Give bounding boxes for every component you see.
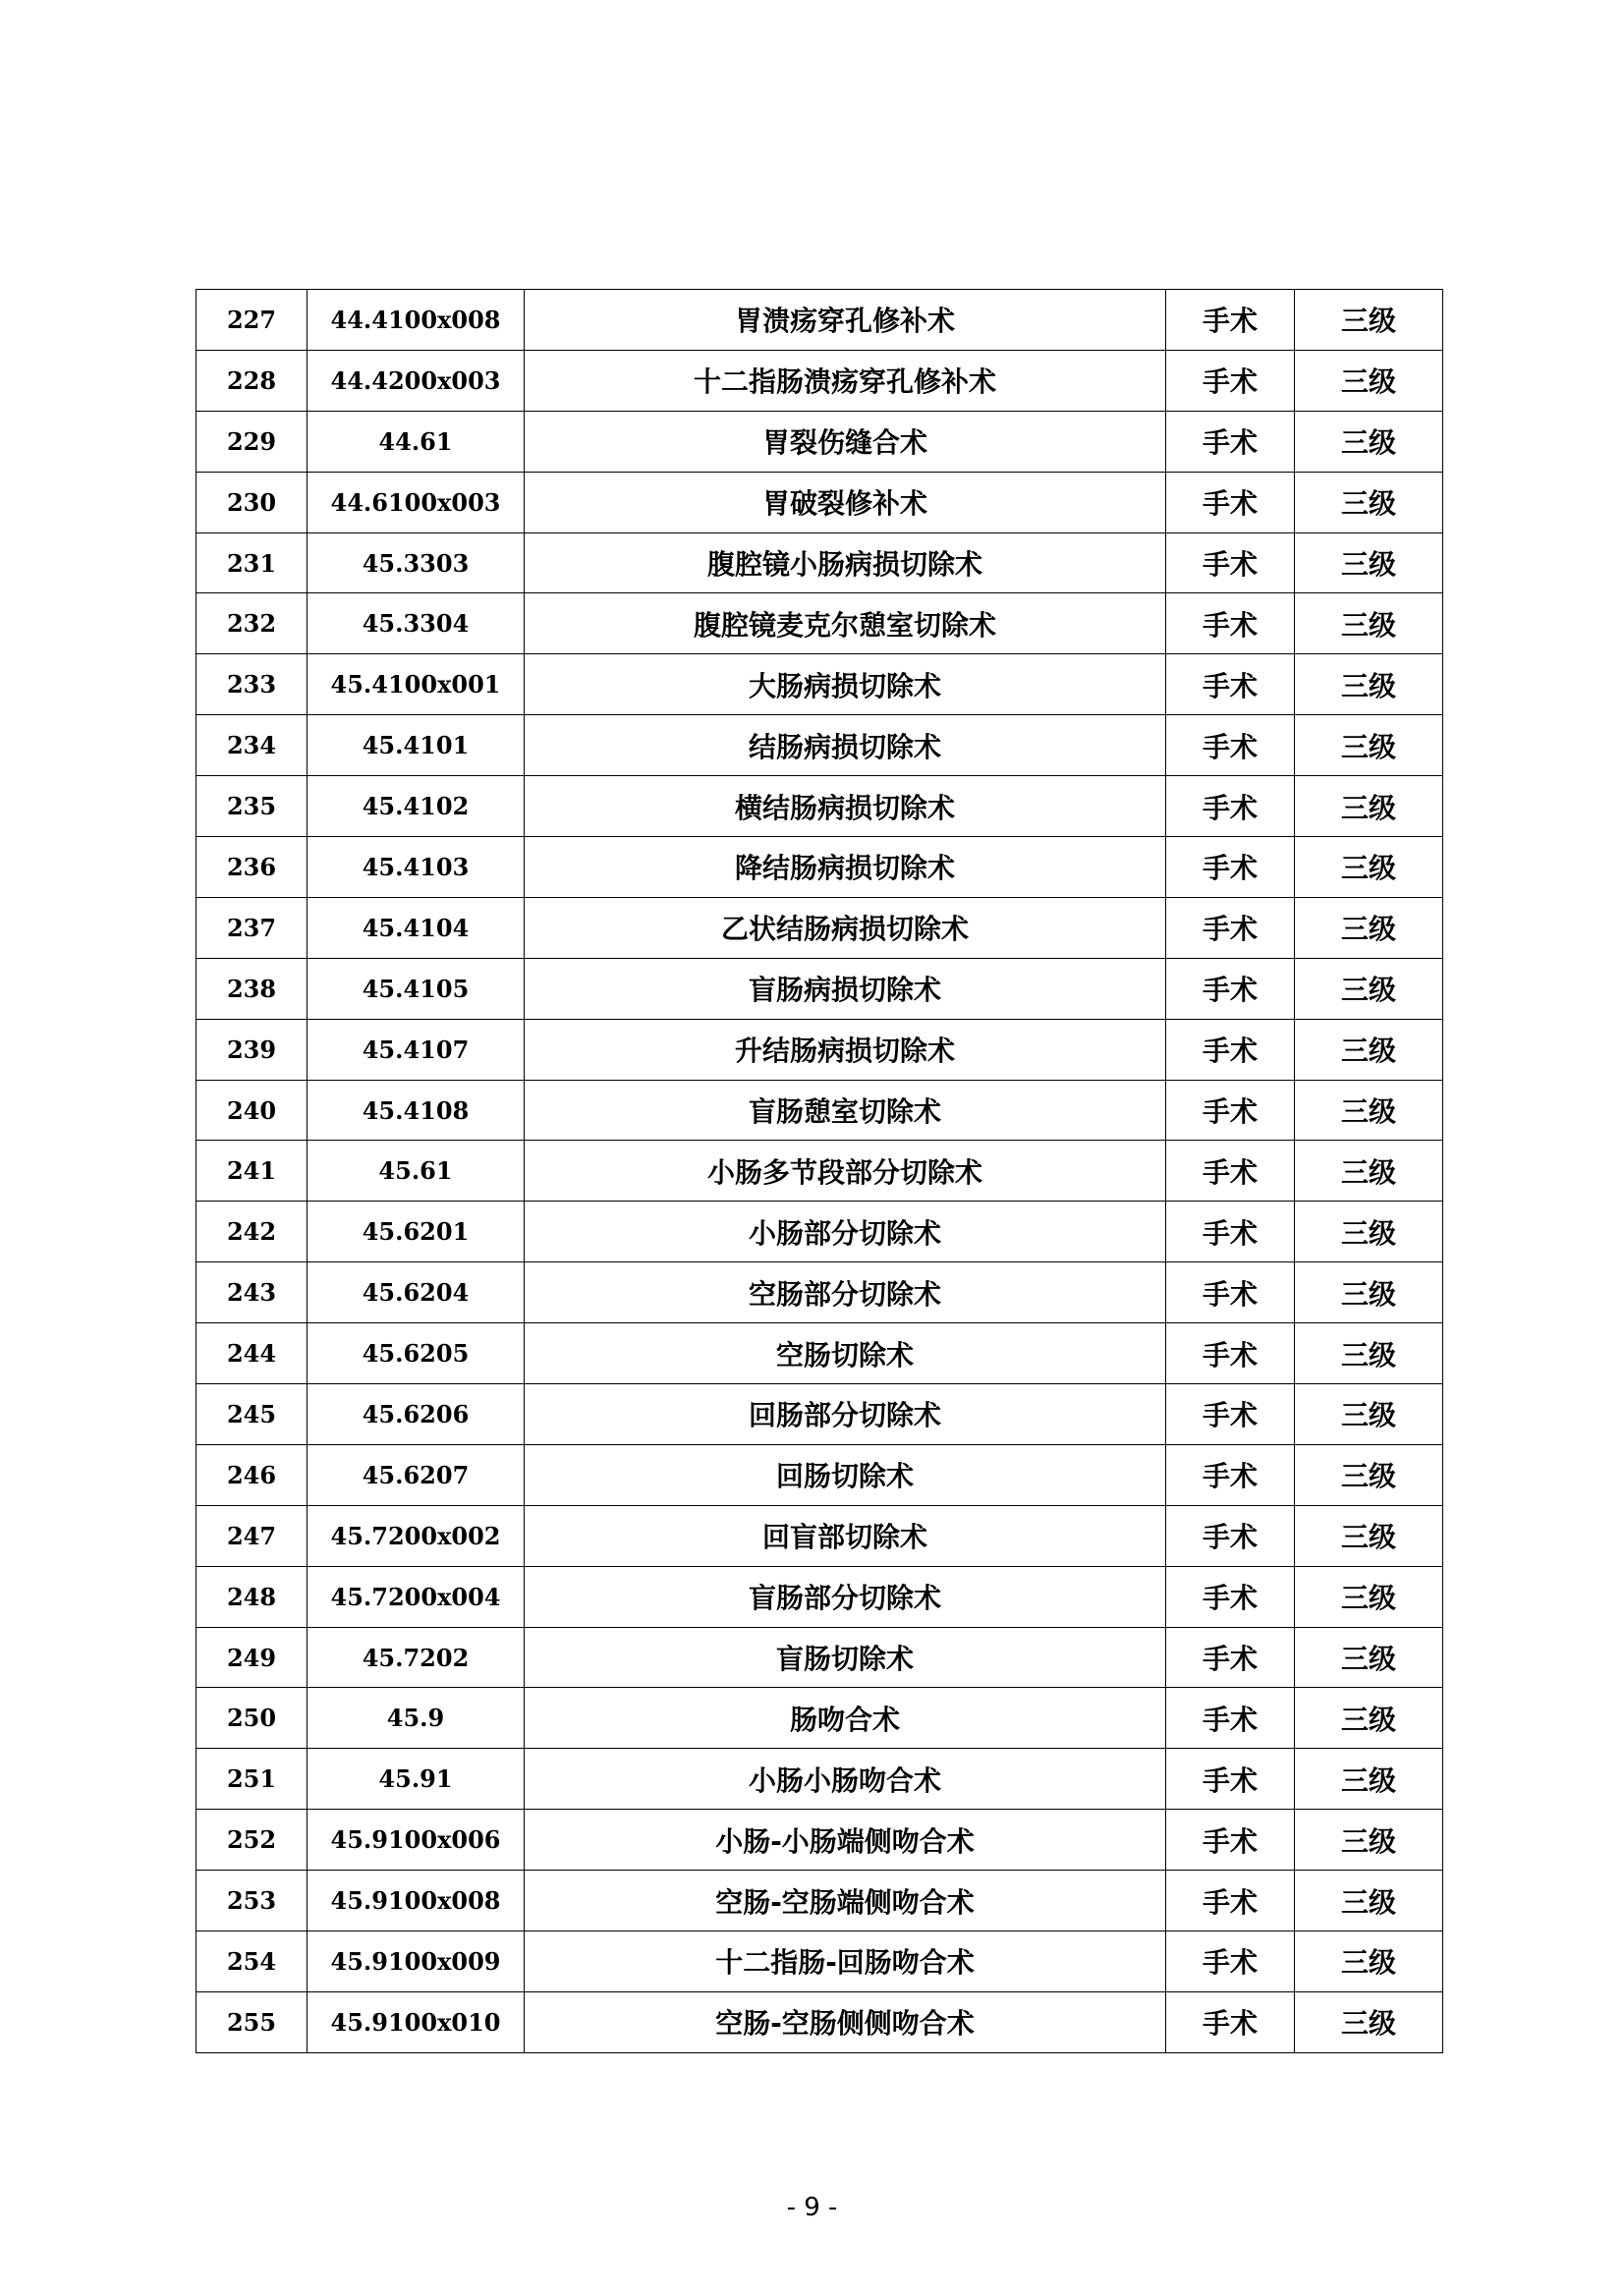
procedure-name: 回盲部切除术 — [525, 1505, 1166, 1566]
procedure-name: 横结肠病损切除术 — [525, 776, 1166, 837]
procedure-type: 手术 — [1166, 1323, 1295, 1384]
row-number: 233 — [196, 654, 308, 715]
procedure-code: 45.3304 — [308, 593, 525, 654]
procedure-code: 45.6206 — [308, 1384, 525, 1445]
table-row — [196, 897, 1443, 958]
procedure-type: 手术 — [1166, 1688, 1295, 1749]
row-number: 240 — [196, 1080, 308, 1141]
procedure-type: 手术 — [1166, 1566, 1295, 1627]
procedure-code: 45.4105 — [308, 958, 525, 1019]
page-number: - 9 - — [786, 2193, 838, 2222]
procedure-level: 三级 — [1295, 1627, 1443, 1688]
procedure-level: 三级 — [1295, 1931, 1443, 1992]
procedure-type: 手术 — [1166, 1871, 1295, 1931]
row-number: 247 — [196, 1505, 308, 1566]
row-number: 254 — [196, 1931, 308, 1992]
table-row — [196, 776, 1443, 837]
procedure-level: 三级 — [1295, 1566, 1443, 1627]
procedure-name: 肠吻合术 — [525, 1688, 1166, 1749]
procedure-name: 升结肠病损切除术 — [525, 1019, 1166, 1080]
table-row — [196, 1141, 1443, 1202]
procedure-code: 45.91 — [308, 1749, 525, 1810]
procedure-code: 45.6201 — [308, 1202, 525, 1262]
procedure-level: 三级 — [1295, 1810, 1443, 1871]
procedure-type: 手术 — [1166, 1505, 1295, 1566]
procedure-name: 结肠病损切除术 — [525, 715, 1166, 776]
row-number: 237 — [196, 897, 308, 958]
procedure-level: 三级 — [1295, 897, 1443, 958]
procedure-level: 三级 — [1295, 411, 1443, 472]
table-row — [196, 350, 1443, 411]
procedure-type: 手术 — [1166, 1262, 1295, 1323]
procedure-level: 三级 — [1295, 837, 1443, 898]
procedure-level: 三级 — [1295, 1505, 1443, 1566]
row-number: 251 — [196, 1749, 308, 1810]
procedure-type: 手术 — [1166, 1931, 1295, 1992]
row-number: 246 — [196, 1444, 308, 1505]
procedure-code: 45.4101 — [308, 715, 525, 776]
table-row — [196, 1991, 1443, 2052]
procedure-table — [196, 289, 1443, 2053]
procedure-name: 小肠-小肠端侧吻合术 — [525, 1810, 1166, 1871]
row-number: 231 — [196, 532, 308, 593]
procedure-code: 45.4103 — [308, 837, 525, 898]
procedure-type: 手术 — [1166, 472, 1295, 532]
procedure-name: 大肠病损切除术 — [525, 654, 1166, 715]
row-number: 244 — [196, 1323, 308, 1384]
row-number: 238 — [196, 958, 308, 1019]
procedure-name: 盲肠病损切除术 — [525, 958, 1166, 1019]
table-row — [196, 1810, 1443, 1871]
procedure-type: 手术 — [1166, 837, 1295, 898]
procedure-code: 45.9100x008 — [308, 1871, 525, 1931]
procedure-code: 45.9100x010 — [308, 1991, 525, 2052]
procedure-type: 手术 — [1166, 1627, 1295, 1688]
procedure-level: 三级 — [1295, 593, 1443, 654]
procedure-code: 45.6207 — [308, 1444, 525, 1505]
table-row — [196, 1262, 1443, 1323]
row-number: 234 — [196, 715, 308, 776]
procedure-name: 回肠部分切除术 — [525, 1384, 1166, 1445]
table-row — [196, 1871, 1443, 1931]
table-row — [196, 1749, 1443, 1810]
procedure-type: 手术 — [1166, 897, 1295, 958]
procedure-name: 空肠切除术 — [525, 1323, 1166, 1384]
procedure-level: 三级 — [1295, 1323, 1443, 1384]
table-row — [196, 593, 1443, 654]
procedure-type: 手术 — [1166, 411, 1295, 472]
procedure-name: 小肠小肠吻合术 — [525, 1749, 1166, 1810]
table-row — [196, 1627, 1443, 1688]
procedure-code: 45.3303 — [308, 532, 525, 593]
procedure-type: 手术 — [1166, 350, 1295, 411]
procedure-code: 44.6100x003 — [308, 472, 525, 532]
procedure-level: 三级 — [1295, 958, 1443, 1019]
table-row — [196, 1444, 1443, 1505]
table-row — [196, 1688, 1443, 1749]
procedure-level: 三级 — [1295, 1019, 1443, 1080]
table-row — [196, 715, 1443, 776]
procedure-name: 降结肠病损切除术 — [525, 837, 1166, 898]
procedure-code: 45.7200x002 — [308, 1505, 525, 1566]
row-number: 230 — [196, 472, 308, 532]
table-row — [196, 1384, 1443, 1445]
procedure-level: 三级 — [1295, 715, 1443, 776]
procedure-type: 手术 — [1166, 532, 1295, 593]
row-number: 229 — [196, 411, 308, 472]
procedure-code: 45.61 — [308, 1141, 525, 1202]
procedure-type: 手术 — [1166, 1749, 1295, 1810]
procedure-name: 空肠部分切除术 — [525, 1262, 1166, 1323]
procedure-type: 手术 — [1166, 1810, 1295, 1871]
table-row — [196, 290, 1443, 351]
procedure-name: 腹腔镜小肠病损切除术 — [525, 532, 1166, 593]
row-number: 248 — [196, 1566, 308, 1627]
procedure-code: 45.4102 — [308, 776, 525, 837]
table-row — [196, 1931, 1443, 1992]
procedure-name: 盲肠切除术 — [525, 1627, 1166, 1688]
procedure-name: 乙状结肠病损切除术 — [525, 897, 1166, 958]
procedure-level: 三级 — [1295, 1141, 1443, 1202]
procedure-name: 胃破裂修补术 — [525, 472, 1166, 532]
row-number: 227 — [196, 290, 308, 351]
table-row — [196, 1505, 1443, 1566]
procedure-code: 44.4100x008 — [308, 290, 525, 351]
row-number: 250 — [196, 1688, 308, 1749]
procedure-name: 盲肠憩室切除术 — [525, 1080, 1166, 1141]
procedure-type: 手术 — [1166, 1384, 1295, 1445]
table-row — [196, 411, 1443, 472]
table-row — [196, 837, 1443, 898]
procedure-level: 三级 — [1295, 350, 1443, 411]
procedure-level: 三级 — [1295, 1444, 1443, 1505]
procedure-level: 三级 — [1295, 1688, 1443, 1749]
procedure-type: 手术 — [1166, 958, 1295, 1019]
procedure-level: 三级 — [1295, 776, 1443, 837]
procedure-code: 45.7200x004 — [308, 1566, 525, 1627]
procedure-name: 盲肠部分切除术 — [525, 1566, 1166, 1627]
procedure-type: 手术 — [1166, 1019, 1295, 1080]
procedure-type: 手术 — [1166, 1991, 1295, 2052]
procedure-name: 胃裂伤缝合术 — [525, 411, 1166, 472]
procedure-code: 45.4108 — [308, 1080, 525, 1141]
procedure-type: 手术 — [1166, 776, 1295, 837]
row-number: 252 — [196, 1810, 308, 1871]
procedure-type: 手术 — [1166, 290, 1295, 351]
procedure-level: 三级 — [1295, 472, 1443, 532]
row-number: 239 — [196, 1019, 308, 1080]
table-row — [196, 472, 1443, 532]
procedure-code: 45.6205 — [308, 1323, 525, 1384]
row-number: 253 — [196, 1871, 308, 1931]
row-number: 241 — [196, 1141, 308, 1202]
procedure-code: 45.4104 — [308, 897, 525, 958]
procedure-name: 空肠-空肠端侧吻合术 — [525, 1871, 1166, 1931]
procedure-name: 小肠多节段部分切除术 — [525, 1141, 1166, 1202]
procedure-table-body — [196, 290, 1443, 2053]
procedure-level: 三级 — [1295, 1384, 1443, 1445]
procedure-level: 三级 — [1295, 1080, 1443, 1141]
table-row — [196, 1019, 1443, 1080]
procedure-level: 三级 — [1295, 1871, 1443, 1931]
table-row — [196, 1323, 1443, 1384]
procedure-level: 三级 — [1295, 532, 1443, 593]
procedure-name: 回肠切除术 — [525, 1444, 1166, 1505]
procedure-code: 45.9100x009 — [308, 1931, 525, 1992]
row-number: 236 — [196, 837, 308, 898]
procedure-name: 胃溃疡穿孔修补术 — [525, 290, 1166, 351]
row-number: 245 — [196, 1384, 308, 1445]
procedure-level: 三级 — [1295, 654, 1443, 715]
procedure-code: 45.4100x001 — [308, 654, 525, 715]
procedure-type: 手术 — [1166, 715, 1295, 776]
row-number: 228 — [196, 350, 308, 411]
procedure-name: 小肠部分切除术 — [525, 1202, 1166, 1262]
procedure-name: 十二指肠-回肠吻合术 — [525, 1931, 1166, 1992]
procedure-level: 三级 — [1295, 290, 1443, 351]
procedure-name: 腹腔镜麦克尔憩室切除术 — [525, 593, 1166, 654]
procedure-type: 手术 — [1166, 1080, 1295, 1141]
procedure-code: 45.9 — [308, 1688, 525, 1749]
procedure-type: 手术 — [1166, 1141, 1295, 1202]
procedure-level: 三级 — [1295, 1202, 1443, 1262]
row-number: 242 — [196, 1202, 308, 1262]
row-number: 243 — [196, 1262, 308, 1323]
procedure-type: 手术 — [1166, 1202, 1295, 1262]
procedure-name: 十二指肠溃疡穿孔修补术 — [525, 350, 1166, 411]
table-row — [196, 532, 1443, 593]
procedure-level: 三级 — [1295, 1749, 1443, 1810]
procedure-type: 手术 — [1166, 593, 1295, 654]
procedure-name: 空肠-空肠侧侧吻合术 — [525, 1991, 1166, 2052]
table-row — [196, 654, 1443, 715]
procedure-code: 45.6204 — [308, 1262, 525, 1323]
procedure-code: 45.9100x006 — [308, 1810, 525, 1871]
procedure-code: 45.7202 — [308, 1627, 525, 1688]
row-number: 235 — [196, 776, 308, 837]
procedure-type: 手术 — [1166, 654, 1295, 715]
procedure-type: 手术 — [1166, 1444, 1295, 1505]
procedure-level: 三级 — [1295, 1262, 1443, 1323]
row-number: 249 — [196, 1627, 308, 1688]
row-number: 255 — [196, 1991, 308, 2052]
table-row — [196, 958, 1443, 1019]
procedure-code: 44.61 — [308, 411, 525, 472]
procedure-level: 三级 — [1295, 1991, 1443, 2052]
table-row — [196, 1080, 1443, 1141]
row-number: 232 — [196, 593, 308, 654]
table-row — [196, 1566, 1443, 1627]
table-row — [196, 1202, 1443, 1262]
procedure-code: 45.4107 — [308, 1019, 525, 1080]
procedure-code: 44.4200x003 — [308, 350, 525, 411]
